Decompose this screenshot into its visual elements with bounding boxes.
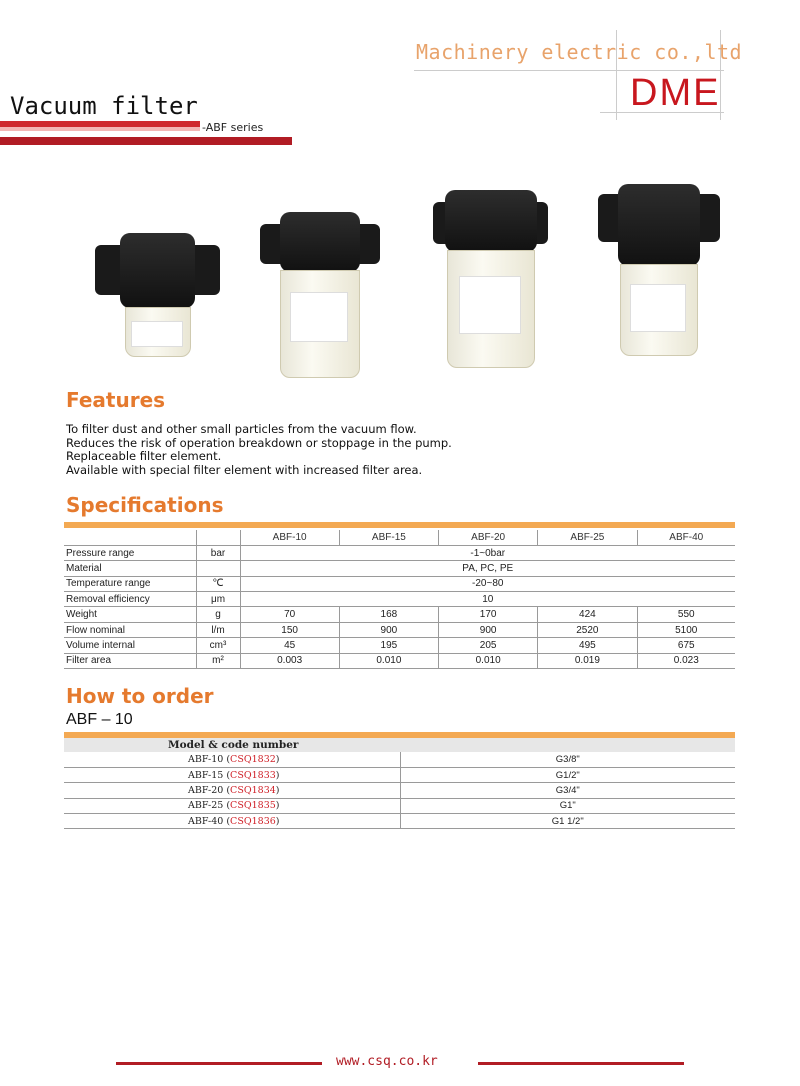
feature-item: Available with special filter element with increased filter area. (66, 462, 423, 477)
spec-value: 0.010 (339, 653, 438, 668)
spec-label: Temperature range (64, 576, 196, 591)
spec-unit: l/m (196, 622, 240, 637)
footer-rule (478, 1062, 684, 1065)
footer-url[interactable]: www.csq.co.kr (336, 1054, 438, 1069)
spec-value: 168 (339, 607, 438, 622)
port-size: G1/2" (400, 767, 735, 782)
spec-label: Weight (64, 607, 196, 622)
spec-value: 170 (439, 607, 538, 622)
spec-value: 0.003 (240, 653, 339, 668)
spec-row (64, 561, 735, 576)
order-row: ABF-25 (CSQ1835) G1" (64, 798, 735, 813)
spec-unit: bar (196, 545, 240, 560)
order-table-header: Model & code number (64, 738, 735, 752)
spec-unit: cm³ (196, 638, 240, 653)
footer-rule (116, 1062, 322, 1065)
spec-row (64, 607, 735, 622)
spec-table-rule (64, 522, 735, 528)
spec-unit (196, 561, 240, 576)
spec-label: Flow nominal (64, 622, 196, 637)
spec-column-header: ABF-15 (339, 530, 438, 545)
spec-label: Pressure range (64, 545, 196, 560)
spec-value: 205 (439, 638, 538, 653)
spec-value: 10 (240, 592, 735, 607)
spec-value: -1~0bar (240, 545, 735, 560)
spec-row (64, 576, 735, 591)
spec-unit: ℃ (196, 576, 240, 591)
order-header-row (64, 738, 735, 752)
spec-value: 900 (339, 622, 438, 637)
model-name: ABF-40 (188, 815, 224, 827)
model-name: ABF-25 (188, 800, 224, 812)
port-size: G1" (400, 798, 735, 813)
code-number: CSQ1833 (230, 769, 276, 781)
port-size: G3/4" (400, 783, 735, 798)
spec-value: 2520 (538, 622, 637, 637)
spec-row (64, 653, 735, 668)
spec-value: 195 (339, 638, 438, 653)
features-list (66, 423, 452, 477)
spec-label: Filter area (64, 653, 196, 668)
spec-value: 0.010 (439, 653, 538, 668)
spec-value: 550 (637, 607, 735, 622)
model-name: ABF-15 (188, 769, 224, 781)
spec-value: 675 (637, 638, 735, 653)
product-photos (90, 180, 730, 360)
code-number: CSQ1834 (230, 784, 276, 796)
spec-value: PA, PC, PE (240, 561, 735, 576)
code-number: CSQ1835 (230, 800, 276, 812)
spec-value: 45 (240, 638, 339, 653)
spec-label: Material (64, 561, 196, 576)
spec-value: 424 (538, 607, 637, 622)
model-name: ABF-10 (188, 753, 224, 765)
spec-column-header: ABF-20 (439, 530, 538, 545)
spec-value: -20~80 (240, 576, 735, 591)
order-row: ABF-10 (CSQ1832) G3/8" (64, 752, 735, 767)
spec-label: Removal efficiency (64, 592, 196, 607)
order-table (64, 738, 735, 829)
company-name: Machinery electric co.,ltd (416, 40, 743, 64)
order-row: ABF-40 (CSQ1836) G1 1/2" (64, 814, 735, 829)
spec-row (64, 592, 735, 607)
feature-item: Replaceable filter element. (66, 449, 222, 463)
spec-row (64, 622, 735, 637)
title-bar (0, 137, 292, 145)
spec-row (64, 545, 735, 560)
page-title: Vacuum filter (10, 92, 198, 120)
order-row: ABF-20 (CSQ1834) G3/4" (64, 783, 735, 798)
spec-column-header: ABF-25 (538, 530, 637, 545)
model-name: ABF-20 (188, 784, 224, 796)
spec-value: 0.019 (538, 653, 637, 668)
spec-column-header: ABF-10 (240, 530, 339, 545)
order-example: ABF – 10 (66, 711, 133, 728)
port-size: G3/8" (400, 752, 735, 767)
title-underline (0, 127, 200, 131)
spec-column-header: ABF-40 (637, 530, 735, 545)
series-label: -ABF series (202, 121, 264, 134)
specifications-heading: Specifications (66, 493, 224, 517)
features-heading: Features (66, 388, 166, 412)
spec-value: 5100 (637, 622, 735, 637)
header-decor-line (414, 70, 724, 71)
code-number: CSQ1836 (230, 815, 276, 827)
spec-unit: m² (196, 653, 240, 668)
spec-value: 70 (240, 607, 339, 622)
feature-item: To filter dust and other small particles from the vacuum flow. (66, 422, 417, 436)
brand-logo: DME (630, 72, 721, 114)
spec-value: 0.023 (637, 653, 735, 668)
spec-label: Volume internal (64, 638, 196, 653)
spec-value: 495 (538, 638, 637, 653)
how-to-order-heading: How to order (66, 684, 214, 708)
spec-row (64, 638, 735, 653)
port-size: G1 1/2" (400, 814, 735, 829)
spec-table (64, 530, 735, 669)
spec-value: 150 (240, 622, 339, 637)
spec-value: 900 (439, 622, 538, 637)
order-row: ABF-15 (CSQ1833) G1/2" (64, 767, 735, 782)
feature-item: Reduces the risk of operation breakdown or stoppage in the pump. (66, 435, 452, 450)
spec-header-row (64, 530, 735, 545)
spec-unit: μm (196, 592, 240, 607)
spec-unit: g (196, 607, 240, 622)
code-number: CSQ1832 (230, 753, 276, 765)
